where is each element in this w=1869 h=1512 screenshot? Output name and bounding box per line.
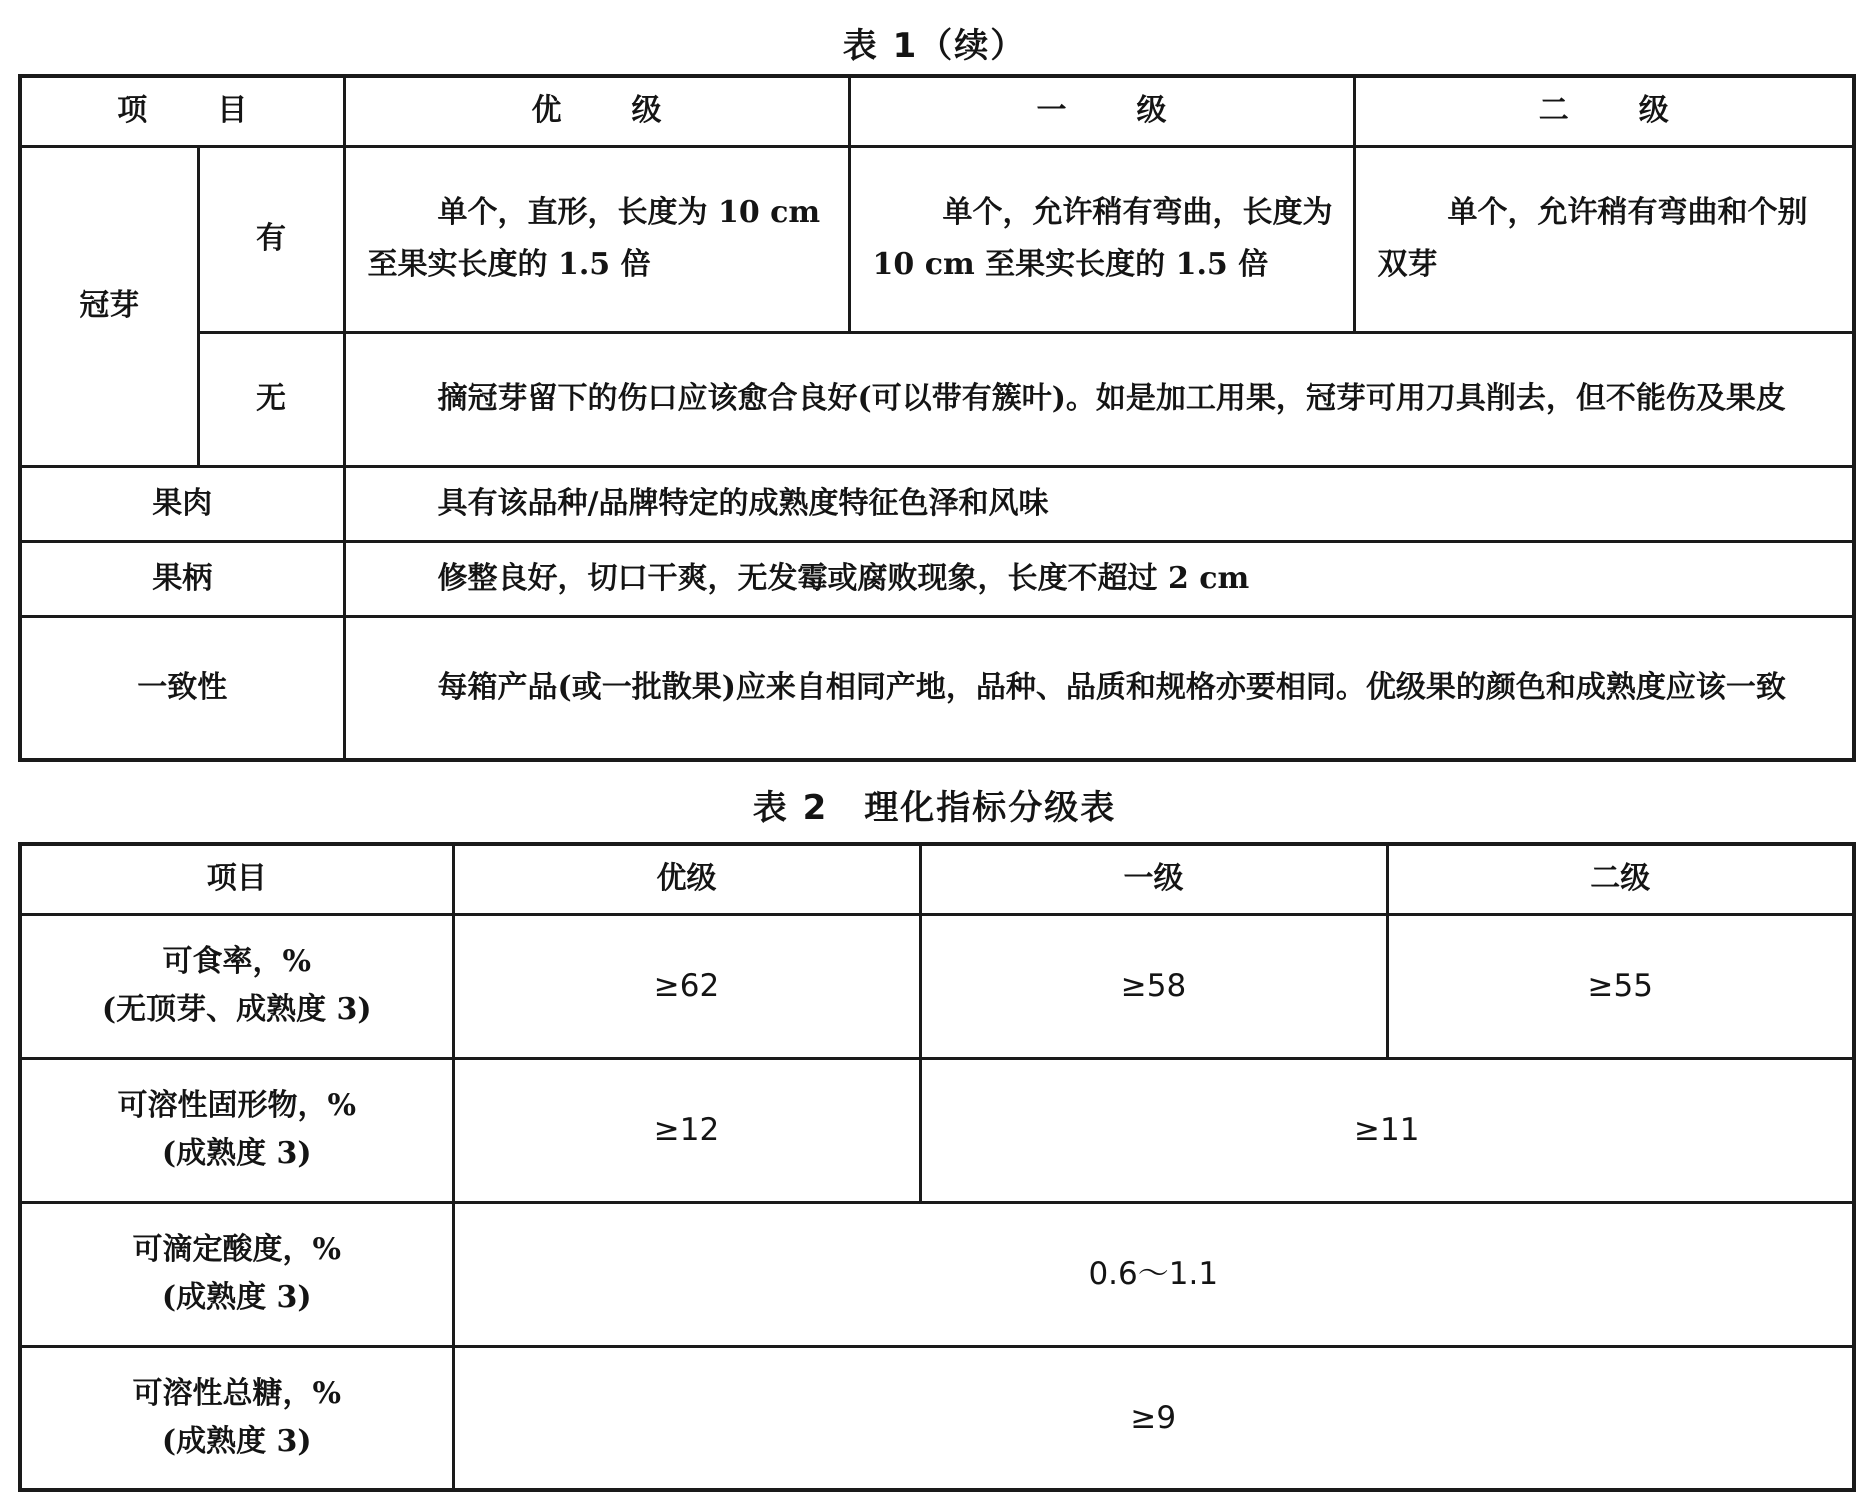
- titratable-acidity-label: 可滴定酸度，% (成熟度 3): [20, 1202, 453, 1346]
- header-premium: 优级: [453, 844, 920, 914]
- crown-yes-row: [20, 146, 1854, 332]
- total-soluble-sugar-label: 可溶性总糖，% (成熟度 3): [20, 1346, 453, 1490]
- consistency-label: 一致性: [20, 616, 344, 760]
- table2-header-row: [20, 844, 1854, 914]
- soluble-solids-first-second: ≥11: [920, 1058, 1854, 1202]
- crown-no-text: 摘冠芽留下的伤口应该愈合良好(可以带有簇叶)。如是加工用果，冠芽可用刀具削去，但不能伤及果皮: [344, 332, 1854, 466]
- crown-yes-premium: 单个，直形，长度为 10 cm 至果实长度的 1.5 倍: [344, 146, 849, 332]
- crown-yes-label: 有: [198, 146, 344, 332]
- header-first-grade: 一级: [920, 844, 1387, 914]
- stalk-row: [20, 541, 1854, 616]
- crown-yes-second: 单个，允许稍有弯曲和个别双芽: [1354, 146, 1854, 332]
- flesh-label: 果肉: [20, 466, 344, 541]
- soluble-solids-label: 可溶性固形物，% (成熟度 3): [20, 1058, 453, 1202]
- titratable-acidity-value: 0.6～1.1: [453, 1202, 1854, 1346]
- header-second-grade: 二级: [1387, 844, 1854, 914]
- table1-caption: 表 1（续）: [842, 26, 1027, 66]
- crown-no-row: [20, 332, 1854, 466]
- total-soluble-sugar-row: [20, 1346, 1854, 1490]
- stalk-text: 修整良好，切口干爽，无发霉或腐败现象，长度不超过 2 cm: [344, 541, 1854, 616]
- header-item: 项目: [20, 844, 453, 914]
- crown-no-label: 无: [198, 332, 344, 466]
- table2-physicochemical-grades: [18, 842, 1856, 1492]
- edible-rate-label: 可食率，% (无顶芽、成熟度 3): [20, 914, 453, 1058]
- crown-yes-first: 单个，允许稍有弯曲，长度为 10 cm 至果实长度的 1.5 倍: [849, 146, 1354, 332]
- soluble-solids-row: [20, 1058, 1854, 1202]
- flesh-row: [20, 466, 1854, 541]
- header-first-grade: 一 级: [849, 76, 1354, 146]
- table2-caption: 表 2 理化指标分级表: [752, 788, 1117, 828]
- consistency-row: [20, 616, 1854, 760]
- crown-label: 冠芽: [20, 146, 198, 466]
- edible-rate-row: [20, 914, 1854, 1058]
- table1-appearance-grades: [18, 74, 1856, 762]
- table1-header-row: [20, 76, 1854, 146]
- total-soluble-sugar-value: ≥9: [453, 1346, 1854, 1490]
- edible-rate-first: ≥58: [920, 914, 1387, 1058]
- flesh-text: 具有该品种/品牌特定的成熟度特征色泽和风味: [344, 466, 1854, 541]
- soluble-solids-premium: ≥12: [453, 1058, 920, 1202]
- header-item: 项 目: [20, 76, 344, 146]
- edible-rate-premium: ≥62: [453, 914, 920, 1058]
- header-second-grade: 二 级: [1354, 76, 1854, 146]
- stalk-label: 果柄: [20, 541, 344, 616]
- consistency-text: 每箱产品(或一批散果)应来自相同产地，品种、品质和规格亦要相同。优级果的颜色和成熟度应该一致: [344, 616, 1854, 760]
- edible-rate-second: ≥55: [1387, 914, 1854, 1058]
- header-premium: 优 级: [344, 76, 849, 146]
- titratable-acidity-row: [20, 1202, 1854, 1346]
